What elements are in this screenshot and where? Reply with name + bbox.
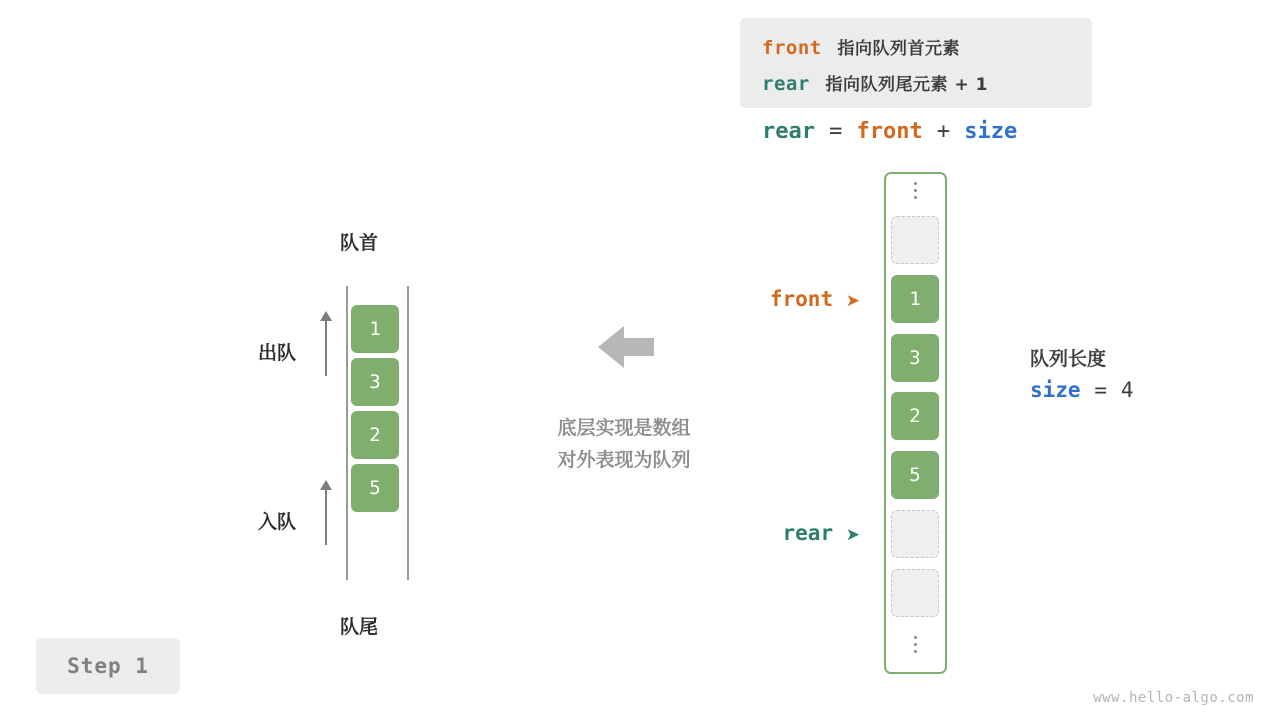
legend-front-text: 指向队列首元素 xyxy=(837,39,960,59)
array-cell: 5 xyxy=(891,451,939,499)
middle-explanation-line2: 对外表现为队列 xyxy=(557,449,691,471)
queue-rail-right xyxy=(407,286,409,580)
legend-rear-keyword: rear xyxy=(762,73,810,95)
front-pointer-label xyxy=(700,287,860,311)
queue-cell: 1 xyxy=(351,305,399,353)
array-ellipsis-top xyxy=(884,178,947,203)
formula-equals: = xyxy=(829,119,843,144)
queue-cell: 3 xyxy=(351,358,399,406)
front-pointer-arrow-icon: ➤ xyxy=(845,291,860,311)
middle-explanation xyxy=(528,412,720,476)
array-cell xyxy=(891,216,939,264)
watermark: www.hello-algo.com xyxy=(1093,690,1254,706)
dequeue-arrow-icon xyxy=(325,320,327,376)
formula-size: size xyxy=(964,119,1018,144)
legend-line-front xyxy=(762,34,960,60)
queue-tail-label: 队尾 xyxy=(340,616,379,638)
enqueue-arrow-icon xyxy=(325,489,327,545)
array-cell: 3 xyxy=(891,334,939,382)
array-cell xyxy=(891,569,939,617)
queue-length-label: 队列长度 xyxy=(1030,348,1107,370)
formula-rear: rear xyxy=(762,119,815,144)
array-cell xyxy=(891,510,939,558)
rear-pointer-label xyxy=(700,521,860,545)
legend-line-rear xyxy=(762,70,988,96)
queue-cell: 2 xyxy=(351,411,399,459)
dequeue-label: 出队 xyxy=(258,342,297,364)
rear-pointer-text: rear xyxy=(782,521,834,545)
size-value: 4 xyxy=(1120,378,1134,402)
enqueue-label: 入队 xyxy=(258,511,297,533)
middle-explanation-line1: 底层实现是数组 xyxy=(557,417,691,439)
size-equals: = xyxy=(1094,378,1108,402)
formula-front: front xyxy=(856,119,923,144)
left-arrow-icon xyxy=(596,324,656,370)
array-cell: 2 xyxy=(891,392,939,440)
size-keyword: size xyxy=(1030,378,1081,402)
legend-panel xyxy=(740,18,1092,108)
step-badge: Step 1 xyxy=(36,638,180,694)
queue-head-label: 队首 xyxy=(340,232,379,254)
formula-rear-equals-front-plus-size xyxy=(762,118,1017,144)
formula-plus: + xyxy=(936,119,951,144)
legend-front-keyword: front xyxy=(762,37,822,59)
array-cell: 1 xyxy=(891,275,939,323)
front-pointer-text: front xyxy=(769,287,834,311)
legend-rear-text: 指向队列尾元素 + 1 xyxy=(825,75,988,95)
rear-pointer-arrow-icon: ➤ xyxy=(845,525,860,545)
queue-cell: 5 xyxy=(351,464,399,512)
queue-size-expression xyxy=(1030,378,1134,403)
queue-rail-left xyxy=(346,286,348,580)
array-ellipsis-bottom xyxy=(884,632,947,657)
